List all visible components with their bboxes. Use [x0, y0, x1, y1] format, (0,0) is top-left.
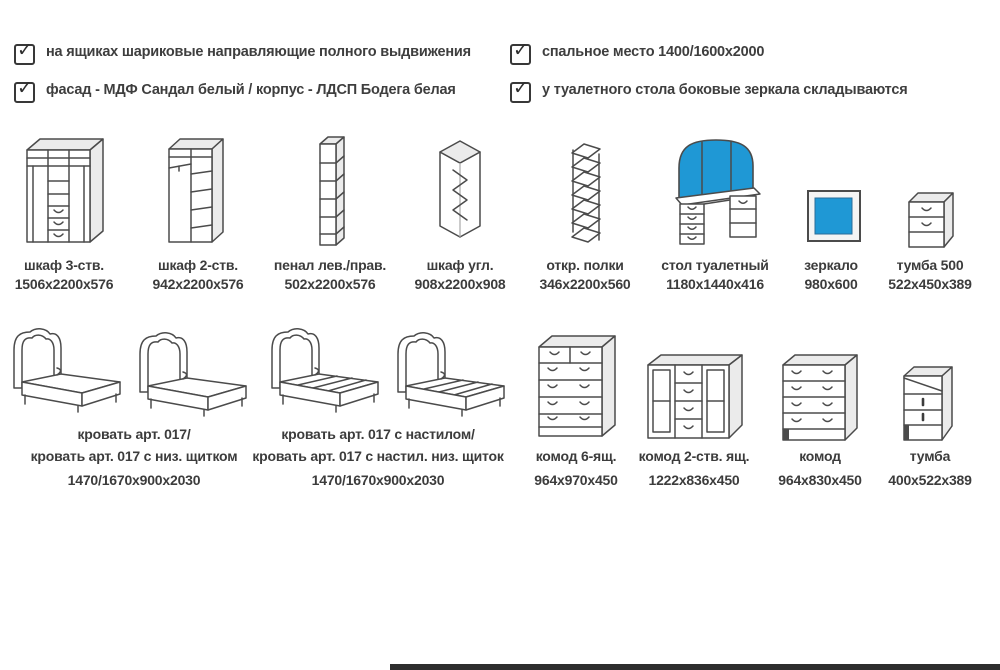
check-mark-icon: ✓: [513, 40, 529, 61]
bed-with-deck-drawing: [266, 326, 386, 416]
checklist-label: на ящиках шариковые направляющие полного выдвижения: [46, 44, 471, 60]
dressing-table-drawing: [672, 132, 762, 246]
open-shelves-drawing: [568, 136, 604, 246]
item-name: зеркало: [804, 257, 858, 273]
bottom-bar: [390, 664, 1000, 670]
check-mark-icon: ✓: [17, 78, 33, 99]
item-name: тумба 500: [896, 257, 964, 273]
item-name: шкаф 3-ств.: [24, 257, 104, 273]
checklist-item: [510, 40, 765, 65]
item-dims: 1180x1440x416: [666, 276, 764, 292]
checkbox-icon: [510, 78, 531, 103]
item-name: тумба: [909, 448, 951, 464]
item-dims: 1470/1670x900x2030: [311, 472, 445, 488]
item-dims: 522x450x389: [888, 276, 972, 292]
item-dims: 942x2200x576: [152, 276, 244, 292]
checklist-item: [510, 78, 908, 103]
item-dims: 964x830x450: [778, 472, 862, 488]
wardrobe-2-door-drawing: [166, 136, 226, 246]
item-name: стол туалетный: [661, 257, 769, 273]
corner-wardrobe-drawing: [435, 136, 485, 244]
nightstand-drawing: [901, 364, 955, 442]
item-dims: 980x600: [804, 276, 858, 292]
item-name: комод 6-ящ.: [535, 448, 617, 464]
item-name: шкаф 2-ств.: [158, 257, 238, 273]
item-dims: 1470/1670x900x2030: [67, 472, 201, 488]
tall-cabinet-drawing: [318, 134, 346, 246]
item-dims: 400x522x389: [888, 472, 972, 488]
item-dims: 964x970x450: [534, 472, 618, 488]
item-name: пенал лев./прав.: [273, 257, 387, 273]
item-name: комод: [799, 448, 841, 464]
item-dims: 1222x836x450: [648, 472, 740, 488]
item-name: кровать арт. 017/: [77, 426, 191, 442]
nightstand-500-drawing: [906, 190, 956, 250]
item-dims: 346x2200x560: [539, 276, 631, 292]
item-name2: кровать арт. 017 с низ. щитком: [30, 448, 238, 464]
bed-with-deck-drawing: [392, 330, 512, 420]
check-mark-icon: ✓: [17, 40, 33, 61]
mirror-drawing: [806, 189, 862, 243]
item-name: кровать арт. 017 с настилом/: [281, 426, 475, 442]
checklist-item: [14, 78, 456, 103]
bed-drawing: [8, 326, 128, 416]
check-mark-icon: ✓: [513, 78, 529, 99]
item-name: откр. полки: [546, 257, 624, 273]
bed-drawing: [134, 330, 254, 420]
checklist-label: фасад - МДФ Сандал белый / корпус - ЛДСП Бодега белая: [46, 82, 456, 98]
checklist-label: у туалетного стола боковые зеркала складываются: [542, 82, 908, 98]
chest-2-door-drawers-drawing: [645, 352, 745, 440]
checkbox-icon: [14, 40, 35, 65]
item-name: комод 2-ств. ящ.: [638, 448, 750, 464]
chest-4-drawers-drawing: [780, 352, 860, 442]
item-name: шкаф угл.: [426, 257, 494, 273]
checkbox-icon: [14, 78, 35, 103]
item-dims: 908x2200x908: [414, 276, 506, 292]
checklist-label: спальное место 1400/1600x2000: [542, 44, 765, 60]
checklist-item: [14, 40, 471, 65]
wardrobe-3-door-drawing: [24, 136, 106, 246]
item-name2: кровать арт. 017 с настил. низ. щиток: [252, 448, 504, 464]
chest-6-drawers-drawing: [536, 333, 618, 439]
checkbox-icon: [510, 40, 531, 65]
item-dims: 502x2200x576: [284, 276, 376, 292]
item-dims: 1506x2200x576: [14, 276, 114, 292]
